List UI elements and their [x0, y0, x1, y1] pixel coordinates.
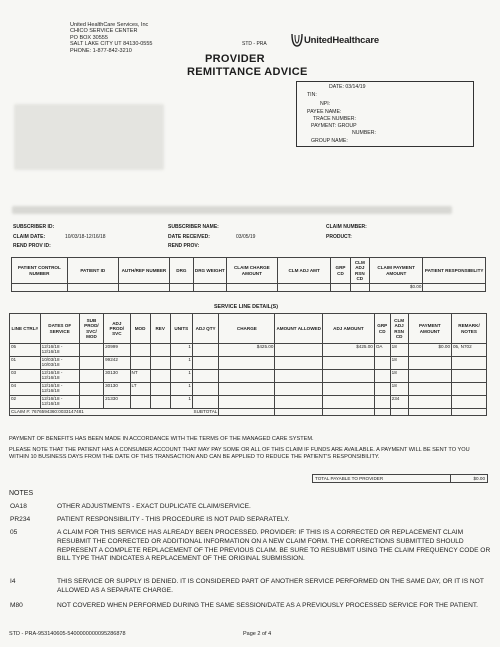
adj-prod-svc: 30130	[104, 383, 130, 396]
charge: $425.00	[219, 344, 275, 357]
payment-amount	[408, 357, 451, 370]
date-from: 12/16/18 -	[41, 344, 63, 349]
column-header: ADJ QTY	[192, 314, 218, 344]
payment-info-box	[296, 81, 474, 147]
column-header: ADJ AMOUNT	[323, 314, 375, 344]
column-header: CHARGE	[219, 314, 275, 344]
mod	[130, 396, 150, 409]
logo-text: UnitedHealthcare	[304, 34, 379, 46]
adj-prod-svc: 20999	[104, 344, 130, 357]
claim-summary-table	[11, 257, 486, 292]
mod	[130, 357, 150, 370]
note-text: NOT COVERED WHEN PERFORMED DURING THE SAME SESSION/DATE AS A PREVIOUSLY PROCESSED SERVICE FOR THE PATIENT.	[57, 602, 478, 609]
sender-line: SALT LAKE CITY UT 84130-0555	[70, 41, 153, 48]
remark-notes: 05, N702	[452, 344, 487, 357]
subtotal-label: SUBTOTAL	[193, 409, 218, 414]
column-header: PATIENT CONTROL NUMBER	[12, 258, 68, 284]
claim-number-value: 7676594360:0033147481	[31, 409, 84, 414]
sender-line: PHONE: 1-877-842-3210	[70, 47, 132, 54]
note-text: OTHER ADJUSTMENTS - EXACT DUPLICATE CLAIM/SERVICE.	[57, 503, 251, 510]
date-to: 12/16/18	[41, 375, 60, 381]
units: 1	[170, 357, 192, 370]
date-to: 12/16/18	[41, 388, 60, 394]
grp-cd	[374, 357, 390, 370]
claim-number-label: CLAIM #:	[11, 409, 31, 414]
column-header: MOD	[130, 314, 150, 344]
rend-prov-id-label: REND PROV ID:	[13, 243, 51, 249]
date-from: 12/16/18 -	[41, 396, 63, 401]
grp-cd	[374, 383, 390, 396]
claim-payment-amount: $0.00	[369, 284, 422, 292]
info-tin: TIN:	[307, 92, 317, 98]
service-line-title: SERVICE LINE DETAIL(S)	[214, 304, 278, 310]
claim-date-value: 10/03/18-12/16/18	[65, 234, 106, 240]
column-header: PAYMENT AMOUNT	[408, 314, 451, 344]
document-subtitle: REMITTANCE ADVICE	[187, 66, 308, 78]
column-header: DRG WEIGHT	[193, 258, 226, 284]
subscriber-name-label: SUBSCRIBER NAME:	[168, 224, 219, 230]
info-payee-name: PAYEE NAME:	[307, 109, 342, 115]
mod	[130, 344, 150, 357]
info-date: DATE: 03/14/19	[329, 84, 366, 90]
total-payable-value: $0.00	[450, 474, 488, 483]
note-code: 05	[10, 529, 18, 536]
table-row	[10, 396, 487, 409]
rsn-cd: 18	[390, 344, 408, 357]
payment-amount	[408, 370, 451, 383]
column-header: PATIENT ID	[67, 258, 118, 284]
column-header: CLM ADJ RSN CD	[350, 258, 369, 284]
charge	[219, 357, 275, 370]
service-line-table	[9, 313, 487, 416]
rsn-cd: 234	[390, 396, 408, 409]
footer-reference: STD - PRA-953140605-5400000000095286878	[9, 631, 126, 637]
line-ctrl: 03	[10, 370, 41, 383]
units: 1	[170, 344, 192, 357]
redacted-block	[12, 206, 452, 214]
line-ctrl: 04	[10, 383, 41, 396]
sender-line: CHICO SERVICE CENTER	[70, 28, 138, 35]
payment-amount	[408, 383, 451, 396]
document-title: PROVIDER	[205, 53, 265, 65]
claim-date-label: CLAIM DATE:	[13, 234, 46, 240]
page-number: Page 2 of 4	[243, 631, 272, 637]
sender-line: United HealthCare Services, Inc	[70, 22, 149, 28]
info-npi: NPI:	[320, 101, 331, 107]
remark-notes	[452, 357, 487, 370]
note-code: PR234	[10, 516, 31, 523]
column-header: CLAIM CHARGE AMOUNT	[226, 258, 277, 284]
adj-prod-svc: 30130	[104, 370, 130, 383]
line-ctrl: 02	[10, 396, 41, 409]
line-ctrl: 01	[10, 357, 41, 370]
charge	[219, 383, 275, 396]
grp-cd: OA	[374, 344, 390, 357]
grp-cd	[374, 370, 390, 383]
column-header: AMOUNT ALLOWED	[275, 314, 323, 344]
column-header: CLAIM PAYMENT AMOUNT	[369, 258, 422, 284]
rsn-cd: 18	[390, 383, 408, 396]
column-header: CLM ADJ AMT	[277, 258, 330, 284]
date-from: 12/16/18 -	[41, 370, 63, 375]
adj-prod-svc: 99242	[104, 357, 130, 370]
payment-statement: PAYMENT OF BENEFITS HAS BEEN MADE IN ACCORDANCE WITH THE TERMS OF THE MANAGED CARE SYSTEM.	[9, 436, 314, 442]
note-text: PATIENT RESPONSIBILITY - THIS PROCEDURE IS NOT PAID SEPARATELY.	[57, 516, 290, 523]
mod: LT	[130, 383, 150, 396]
remark-notes	[452, 396, 487, 409]
remark-notes	[452, 383, 487, 396]
info-trace-number: TRACE NUMBER:	[313, 116, 356, 122]
charge	[219, 396, 275, 409]
adj-amount	[323, 370, 375, 383]
column-header: AUTH/REF NUMBER	[118, 258, 169, 284]
total-payable-label: TOTAL PAYABLE TO PROVIDER	[312, 474, 451, 483]
payment-amount: $0.00	[408, 344, 451, 357]
remark-notes	[452, 370, 487, 383]
consumer-account-note: PLEASE NOTE THAT THE PATIENT HAS A CONSUMER ACCOUNT THAT MAY PAY SOME OR ALL OF THIS CLAIM IF FUNDS ARE AVAILABLE. A PAYMENT WILL BE SENT TO YOU WITHIN 10 BUSINESS DAYS FROM THE DATE OF THIS TRANSACTION AND CAN BE APPLIED TO REDUCE THE PATIENT'S RESPONSIBILITY.	[9, 447, 470, 460]
sender-line: PO BOX 30555	[70, 34, 108, 41]
grp-cd	[374, 396, 390, 409]
note-code: M80	[10, 602, 23, 609]
column-header: GRP CD	[331, 258, 350, 284]
claim-number-label: CLAIM NUMBER:	[326, 224, 367, 230]
column-header: REV	[150, 314, 170, 344]
sender-address	[70, 22, 190, 54]
rend-prov-label: REND PROV:	[168, 243, 200, 249]
product-label: PRODUCT:	[326, 234, 352, 240]
column-header: LINE CTRL#	[10, 314, 41, 344]
date-from: 12/16/18 -	[41, 383, 63, 388]
note-text: A CLAIM FOR THIS SERVICE HAS ALREADY BEEN PROCESSED. PROVIDER: IF THIS IS A CORRECTED OR REPLACEMENT CLAIM RESUBMIT THE CORRECTED OR ADDITIONAL INFORMATION ON A NEW CLAIM FORM. THE CORRECTIONS SUBMITTED SHOULD REPRESENT A COMPLETE REPLACEMENT OF THE PREVIOUS CLAIM. BE SURE TO RESUBMIT USING THE CLAIM FREQUENCY CODE OR BILL TYPE THAT INDICATES A REPLACEMENT OF THE ORIGINAL SUBMISSION.	[57, 529, 491, 563]
date-received-value: 03/05/19	[236, 234, 256, 240]
column-header: DATES OF SERVICE	[40, 314, 79, 344]
rsn-cd: 18	[390, 370, 408, 383]
std-label: STD - PRA	[242, 41, 267, 47]
adj-amount: $425.00	[323, 344, 375, 357]
line-ctrl: 05	[10, 344, 41, 357]
units: 1	[170, 370, 192, 383]
column-header: DRG	[169, 258, 193, 284]
adj-amount	[323, 383, 375, 396]
subtotal-row	[10, 409, 487, 416]
info-group-name: GROUP NAME:	[311, 138, 348, 144]
info-payment: PAYMENT: GROUP	[311, 123, 357, 129]
logo	[290, 32, 379, 48]
logo-mark-icon	[290, 32, 304, 48]
date-to: 12/16/18	[41, 401, 60, 407]
table-row	[12, 284, 486, 292]
table-row	[10, 383, 487, 396]
date-to: 10/03/18	[41, 362, 60, 368]
column-header: GRP CD	[374, 314, 390, 344]
date-to: 12/16/18	[41, 349, 60, 355]
adj-prod-svc: 21330	[104, 396, 130, 409]
date-from: 10/03/18 -	[41, 357, 63, 362]
units: 1	[170, 396, 192, 409]
table-row	[10, 370, 487, 383]
table-row	[10, 344, 487, 357]
column-header: ADJ PROD/ SVC	[104, 314, 130, 344]
redacted-block	[14, 104, 164, 170]
column-header: UNITS	[170, 314, 192, 344]
column-header: SUB PROD/ SVC/ MOD	[79, 314, 103, 344]
mod: NT	[130, 370, 150, 383]
note-text: THIS SERVICE OR SUPPLY IS DENIED. IT IS CONSIDERED PART OF ANOTHER SERVICE PERFORMED ON THE SAME DAY, OR IT IS NOT ALLOWED AS A SEPARATE CHARGE.	[57, 578, 484, 594]
table-row	[10, 357, 487, 370]
charge	[219, 370, 275, 383]
column-header: CLM ADJ RSN CD	[390, 314, 408, 344]
payment-amount	[408, 396, 451, 409]
subscriber-id-label: SUBSCRIBER ID:	[13, 224, 55, 230]
adj-amount	[323, 396, 375, 409]
note-code: I4	[10, 578, 16, 585]
adj-amount	[323, 357, 375, 370]
note-code: OA18	[10, 503, 27, 510]
notes-title: NOTES	[9, 490, 34, 497]
rsn-cd: 18	[390, 357, 408, 370]
column-header: REMARK/ NOTES	[452, 314, 487, 344]
info-number: NUMBER:	[352, 130, 376, 136]
column-header: PATIENT RESPONSIBILITY	[423, 258, 486, 284]
units: 1	[170, 383, 192, 396]
date-received-label: DATE RECEIVED:	[168, 234, 210, 240]
